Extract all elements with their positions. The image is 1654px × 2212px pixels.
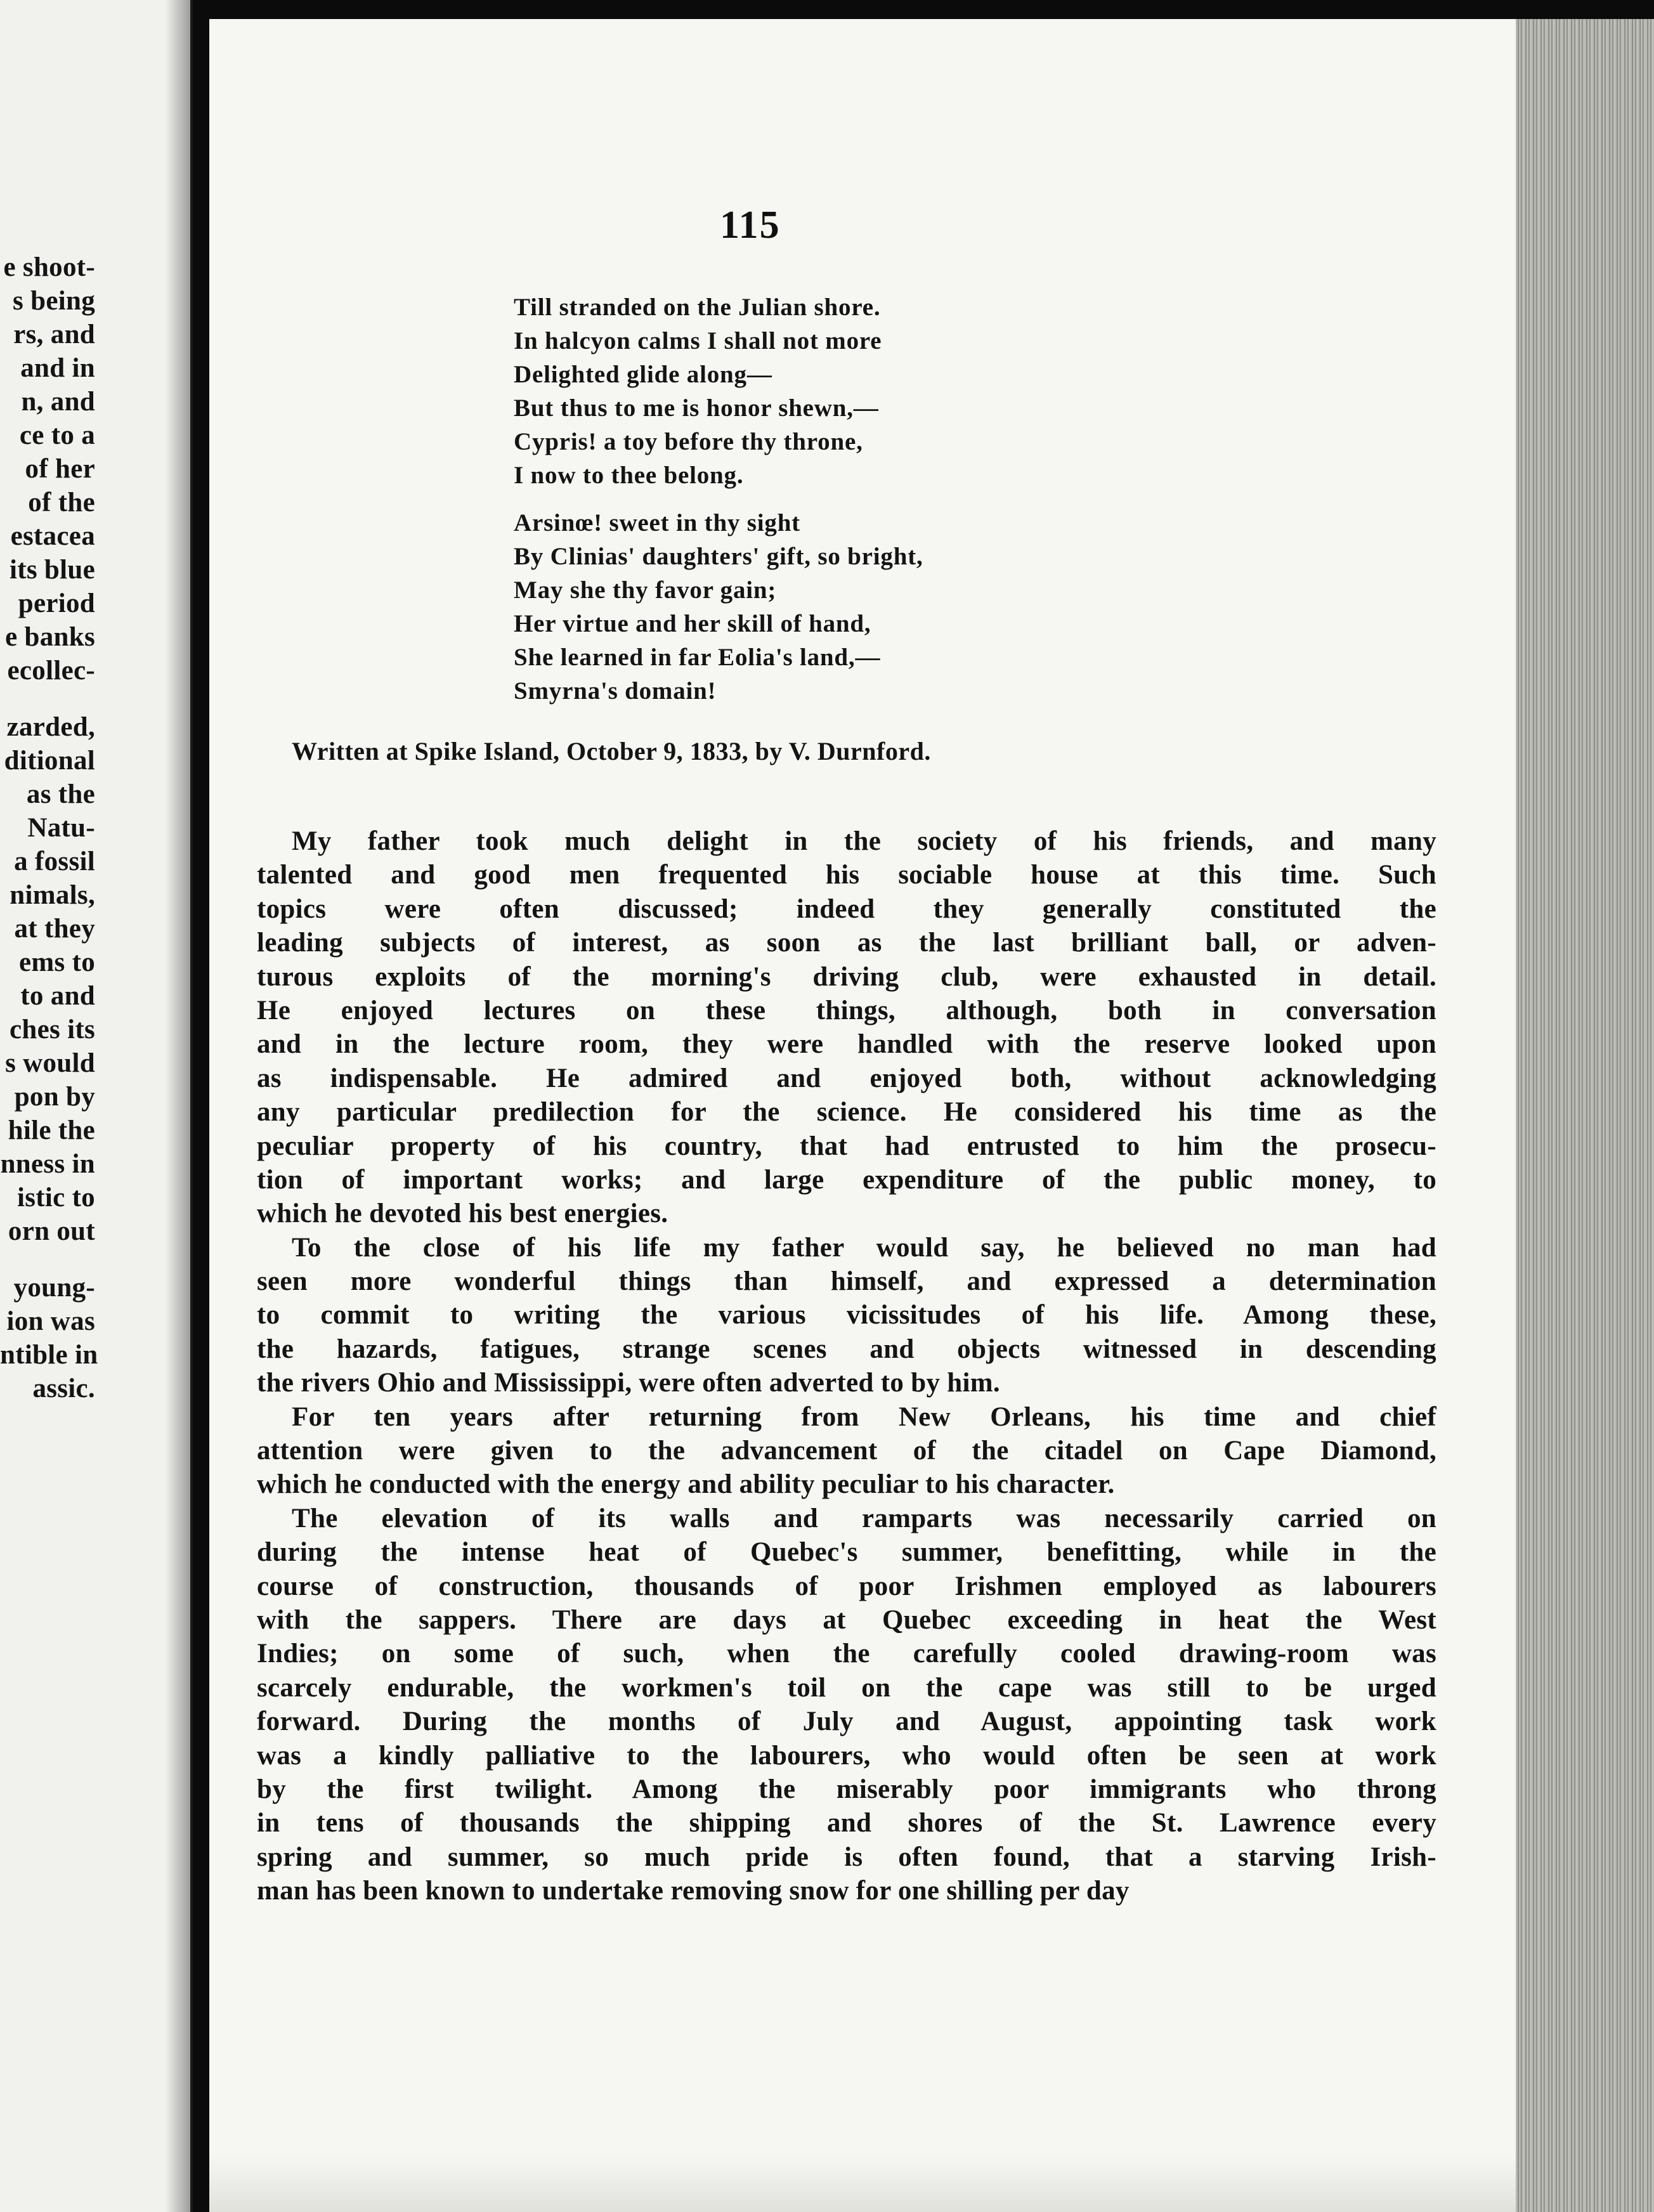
poem	[514, 290, 923, 708]
left-page-line: ce to a	[19, 420, 95, 450]
page-shadow	[209, 2155, 1516, 2212]
left-page-line: rs, and	[13, 320, 95, 349]
right-page	[209, 19, 1516, 2212]
left-page-line: istic to	[16, 1183, 95, 1213]
left-page-line: nness in	[0, 1149, 95, 1179]
left-page-line	[0, 687, 190, 710]
left-page-line: period	[18, 589, 95, 618]
left-page-line: at they	[14, 914, 95, 944]
left-page-line: ecollec-	[7, 656, 95, 686]
paragraph-line: peculiar property of his country, that had entrusted to him the prosecu-	[257, 1131, 1436, 1161]
verse-line: By Clinias' daughters' gift, so bright,	[514, 543, 923, 570]
left-page-line: ion was	[6, 1306, 95, 1336]
paragraph-line: turous exploits of the morning's driving club, were exhausted in detail.	[257, 961, 1436, 992]
verse-line: Till stranded on the Julian shore.	[514, 294, 881, 321]
paragraph-line: Indies; on some of such, when the carefully cooled drawing-room was	[257, 1639, 1436, 1669]
page-edges	[1516, 19, 1654, 2212]
left-page-line: young-	[13, 1273, 95, 1303]
paragraph-line: by the first twilight. Among the miserably poor immigrants who throng	[257, 1774, 1436, 1804]
left-page-line: e shoot-	[3, 252, 95, 282]
paragraph-line: to commit to writing the various vicissitudes of his life. Among these,	[257, 1300, 1436, 1330]
left-page-line: assic.	[32, 1374, 95, 1403]
verse-line: In halcyon calms I shall not more	[514, 327, 882, 355]
left-page-line: s being	[13, 286, 95, 316]
stanza-break	[514, 492, 923, 506]
left-page-line: zarded,	[6, 712, 95, 742]
left-page	[0, 0, 193, 2212]
paragraph-line: any particular predilection for the science. He considered his time as the	[257, 1097, 1436, 1128]
verse-line: Cypris! a toy before thy throne,	[514, 428, 863, 455]
paragraph-line: which he devoted his best energies.	[257, 1199, 668, 1229]
verse-line: Arsinœ! sweet in thy sight	[514, 509, 800, 537]
left-page-line: ems to	[18, 947, 95, 977]
left-page-line: orn out	[8, 1216, 95, 1246]
left-page-line: of the	[28, 488, 95, 517]
paragraph-line: the rivers Ohio and Mississippi, were often adverted to by him.	[257, 1368, 1000, 1398]
left-page-line: a fossil	[14, 847, 95, 876]
paragraph-first-line: My father took much delight in the society of his friends, and many	[292, 826, 1436, 856]
paragraph-line: attention were given to the advancement of the citadel on Cape Diamond,	[257, 1436, 1436, 1466]
paragraph-line: with the sappers. There are days at Quebec exceeding in heat the West	[257, 1604, 1436, 1635]
paragraph-line: which he conducted with the energy and ability peculiar to his character.	[257, 1469, 1115, 1500]
left-page-line: to and	[20, 981, 95, 1011]
paragraph-line: during the intense heat of Quebec's summer, benefitting, while in the	[257, 1537, 1436, 1568]
paragraph-line: forward. During the months of July and August, appointing task work	[257, 1707, 1436, 1737]
left-page-line: e banks	[5, 622, 95, 652]
paragraph-line: the hazards, fatigues, strange scenes and objects witnessed in descending	[257, 1334, 1436, 1364]
left-page-line: its blue	[9, 555, 95, 585]
left-page-line: as the	[26, 779, 95, 809]
paragraph-line: in tens of thousands the shipping and shores of the St. Lawrence every	[257, 1808, 1436, 1838]
gutter-shadow	[165, 0, 190, 2212]
left-page-line: and in	[20, 353, 95, 383]
left-page-line: of her	[25, 454, 95, 484]
paragraph-line: leading subjects of interest, as soon as the last brilliant ball, or adven-	[257, 928, 1436, 958]
left-page-line: hile the	[8, 1116, 95, 1145]
body-text	[257, 824, 1436, 1908]
paragraph-line: scarcely endurable, the workmen's toil on the cape was still to be urged	[257, 1672, 1436, 1703]
paragraph-line: and in the lecture room, they were handled with the reserve looked upon	[257, 1029, 1436, 1060]
paragraph-line: topics were often discussed; indeed they generally constituted the	[257, 894, 1436, 924]
left-page-line: ntible in	[0, 1340, 98, 1370]
left-page-line: Natu-	[27, 813, 95, 843]
left-page-line: ches its	[10, 1015, 95, 1044]
verse-line: I now to thee belong.	[514, 462, 744, 489]
verse-line: She learned in far Eolia's land,—	[514, 644, 881, 671]
left-page-line: estacea	[10, 521, 95, 551]
left-page-line: n, and	[21, 387, 95, 417]
left-page-line	[0, 1248, 190, 1271]
paragraph-line: spring and summer, so much pride is often found, that a starving Irish-	[257, 1842, 1436, 1872]
paragraph-first-line: For ten years after returning from New Orleans, his time and chief	[292, 1402, 1436, 1432]
verse-line: Her virtue and her skill of hand,	[514, 610, 871, 637]
paragraph-line: seen more wonderful things than himself, and expressed a determination	[257, 1266, 1436, 1297]
verse-line: Smyrna's domain!	[514, 677, 717, 705]
left-page-line: s would	[5, 1048, 95, 1078]
paragraph-first-line: To the close of his life my father would say, he believed no man had	[292, 1232, 1436, 1263]
verse-line: But thus to me is honor shewn,—	[514, 394, 879, 422]
verse-line: May she thy favor gain;	[514, 576, 777, 604]
paragraph-line: as indispensable. He admired and enjoyed both, without acknowledging	[257, 1063, 1436, 1093]
page-number: 115	[720, 204, 781, 247]
left-page-line: pon by	[14, 1082, 95, 1112]
paragraph-line: He enjoyed lectures on these things, although, both in conversation	[257, 995, 1436, 1025]
paragraph-line: course of construction, thousands of poor Irishmen employed as labourers	[257, 1571, 1436, 1601]
left-page-text	[0, 250, 190, 1405]
verse-line: Delighted glide along—	[514, 361, 772, 388]
paragraph-line: was a kindly palliative to the labourers, who would often be seen at work	[257, 1740, 1436, 1771]
poem-signature: Written at Spike Island, October 9, 1833, by V. Durnford.	[292, 737, 931, 765]
paragraph-line: talented and good men frequented his sociable house at this time. Such	[257, 860, 1436, 890]
paragraph-line: tion of important works; and large expenditure of the public money, to	[257, 1164, 1436, 1195]
paragraph-line: man has been known to undertake removing snow for one shilling per day	[257, 1876, 1130, 1906]
left-page-line: ditional	[4, 746, 95, 776]
left-page-line: nimals,	[10, 880, 95, 910]
paragraph-first-line: The elevation of its walls and ramparts was necessarily carried on	[292, 1503, 1436, 1533]
